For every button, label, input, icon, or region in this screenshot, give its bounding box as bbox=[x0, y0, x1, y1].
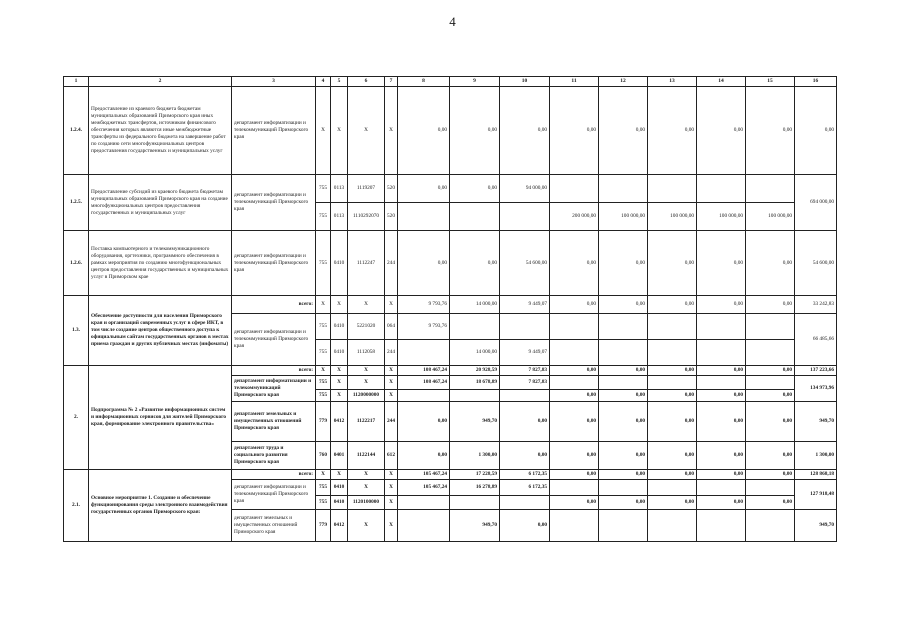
value-cell: 1 300,00 bbox=[450, 442, 500, 470]
value-cell: 108 467,24 bbox=[398, 376, 450, 390]
section-code: 0401 bbox=[331, 442, 348, 470]
value-cell: 0,00 bbox=[746, 390, 795, 402]
total-cell: 949,70 bbox=[795, 510, 837, 542]
expense-code: 612 bbox=[385, 442, 398, 470]
col-header: 3 bbox=[232, 77, 316, 87]
target-code: X bbox=[348, 296, 385, 314]
value-cell: 0,00 bbox=[550, 470, 599, 480]
value-cell: 0,00 bbox=[550, 366, 599, 376]
col-header: 8 bbox=[398, 77, 450, 87]
value-cell: 16 278,89 bbox=[450, 480, 500, 496]
target-code: 1112247 bbox=[348, 231, 385, 296]
value-cell: 0,00 bbox=[500, 442, 550, 470]
value-cell: 0,00 bbox=[697, 496, 746, 510]
value-cell: 0,00 bbox=[697, 442, 746, 470]
expense-code: X bbox=[385, 87, 398, 175]
value-cell: 6 172,35 bbox=[500, 480, 550, 496]
activity-name: Основное мероприятие 1. Создание и обеспечение функционирования среды электронного взаимодействия государственных органов Приморского края: bbox=[89, 470, 232, 542]
activity-name: Поставка компьютерного и телекоммуникационного оборудования, оргтехники, программного обеспечения в рамках мероприятия по созданию многофункциональных центров предоставления государственных и муниципальных услуг в Приморском крае bbox=[89, 231, 232, 296]
row-number: 1.3. bbox=[64, 296, 89, 366]
value-cell: 200 000,00 bbox=[550, 203, 599, 231]
empty-cell bbox=[450, 203, 500, 231]
empty-cell bbox=[648, 480, 697, 496]
value-cell: 0,00 bbox=[648, 402, 697, 442]
empty-cell bbox=[550, 340, 599, 366]
target-code: 1122144 bbox=[348, 442, 385, 470]
value-cell: 0,00 bbox=[599, 496, 648, 510]
gr-code: 779 bbox=[316, 510, 331, 542]
col-header: 2 bbox=[89, 77, 232, 87]
empty-cell bbox=[746, 340, 795, 366]
section-code: 0410 bbox=[331, 340, 348, 366]
col-header: 13 bbox=[648, 77, 697, 87]
empty-cell bbox=[746, 314, 795, 340]
program-table bbox=[63, 76, 837, 542]
total-cell: 694 000,00 bbox=[795, 175, 837, 231]
value-cell: 9 449,07 bbox=[500, 296, 550, 314]
page-number: 4 bbox=[449, 14, 456, 29]
empty-cell bbox=[648, 376, 697, 390]
value-cell: 0,00 bbox=[697, 470, 746, 480]
gr-code: X bbox=[316, 470, 331, 480]
empty-cell bbox=[648, 314, 697, 340]
value-cell: 0,00 bbox=[599, 442, 648, 470]
col-header: 4 bbox=[316, 77, 331, 87]
value-cell: 0,00 bbox=[648, 442, 697, 470]
row-number: 1.2.5. bbox=[64, 175, 89, 231]
value-cell: 9 793,76 bbox=[398, 296, 450, 314]
expense-code: 064 bbox=[385, 314, 398, 340]
empty-cell bbox=[398, 340, 450, 366]
value-cell: 105 467,24 bbox=[398, 480, 450, 496]
expense-code: X bbox=[385, 510, 398, 542]
executor: департамент информатизации и телекоммуникаций Приморского края bbox=[232, 87, 316, 175]
gr-code: 755 bbox=[316, 390, 331, 402]
col-header: 7 bbox=[385, 77, 398, 87]
value-cell: 17 228,59 bbox=[450, 470, 500, 480]
empty-cell bbox=[500, 203, 550, 231]
value-cell: 0,00 bbox=[746, 442, 795, 470]
target-code: X bbox=[348, 480, 385, 496]
gr-code: 760 bbox=[316, 442, 331, 470]
col-header: 16 bbox=[795, 77, 837, 87]
activity-name: Предоставление субсидий из краевого бюджета бюджетам муниципальных образований Приморского края на создание многофункциональных центров предоставления государственных и муниципальных услуг bbox=[89, 175, 232, 231]
section-code: 0410 bbox=[331, 496, 348, 510]
table-row bbox=[64, 231, 837, 296]
expense-code: X bbox=[385, 376, 398, 390]
gr-code: 755 bbox=[316, 376, 331, 390]
empty-cell bbox=[599, 314, 648, 340]
empty-cell bbox=[648, 175, 697, 203]
expense-code: 520 bbox=[385, 175, 398, 203]
empty-cell bbox=[599, 340, 648, 366]
expense-code: X bbox=[385, 296, 398, 314]
value-cell: 0,00 bbox=[746, 402, 795, 442]
executor: департамент информатизации и телекоммуникаций Приморского края bbox=[232, 175, 316, 231]
value-cell: 0,00 bbox=[550, 231, 599, 296]
value-cell: 0,00 bbox=[697, 296, 746, 314]
value-cell: 949,70 bbox=[450, 510, 500, 542]
gr-code: X bbox=[316, 87, 331, 175]
empty-cell bbox=[746, 376, 795, 390]
col-header: 15 bbox=[746, 77, 795, 87]
value-cell: 0,00 bbox=[500, 510, 550, 542]
total-cell: 137 223,66 bbox=[795, 366, 837, 376]
section-code: X bbox=[331, 366, 348, 376]
value-cell: 0,00 bbox=[398, 87, 450, 175]
target-code: 1119207 bbox=[348, 175, 385, 203]
value-cell: 100 000,00 bbox=[648, 203, 697, 231]
empty-cell bbox=[697, 175, 746, 203]
value-cell: 0,00 bbox=[697, 402, 746, 442]
target-code: X bbox=[348, 366, 385, 376]
empty-cell bbox=[599, 510, 648, 542]
gr-code: 755 bbox=[316, 496, 331, 510]
total-cell: 127 918,48 bbox=[795, 480, 837, 510]
total-label: всего: bbox=[232, 470, 316, 480]
value-cell: 100 000,00 bbox=[697, 203, 746, 231]
section-code: X bbox=[331, 376, 348, 390]
empty-cell bbox=[697, 314, 746, 340]
row-number: 2. bbox=[64, 366, 89, 470]
section-code: X bbox=[331, 87, 348, 175]
empty-cell bbox=[648, 510, 697, 542]
value-cell: 0,00 bbox=[550, 390, 599, 402]
expense-code: 520 bbox=[385, 203, 398, 231]
gr-code: 755 bbox=[316, 203, 331, 231]
col-header: 6 bbox=[348, 77, 385, 87]
value-cell: 18 678,89 bbox=[450, 376, 500, 390]
empty-cell bbox=[697, 340, 746, 366]
value-cell: 0,00 bbox=[648, 296, 697, 314]
section-code: 0410 bbox=[331, 480, 348, 496]
empty-cell bbox=[450, 390, 500, 402]
target-code: X bbox=[348, 510, 385, 542]
target-code: 1110292070 bbox=[348, 203, 385, 231]
activity-name: Подпрограмма № 2 «Развитие информационных систем и информационных сервисов для жителей Приморского края, формирование электронного правительства» bbox=[89, 366, 232, 470]
value-cell: 0,00 bbox=[550, 442, 599, 470]
total-cell: 949,70 bbox=[795, 402, 837, 442]
section-code: X bbox=[331, 296, 348, 314]
value-cell: 0,00 bbox=[550, 496, 599, 510]
value-cell: 0,00 bbox=[746, 87, 795, 175]
empty-cell bbox=[599, 175, 648, 203]
target-code: 1120000000 bbox=[348, 390, 385, 402]
expense-code: X bbox=[385, 470, 398, 480]
value-cell: 0,00 bbox=[648, 470, 697, 480]
target-code: X bbox=[348, 376, 385, 390]
value-cell: 94 000,00 bbox=[500, 175, 550, 203]
value-cell: 14 000,00 bbox=[450, 296, 500, 314]
empty-cell bbox=[550, 510, 599, 542]
empty-cell bbox=[398, 203, 450, 231]
value-cell: 9 449,07 bbox=[500, 340, 550, 366]
empty-cell bbox=[500, 314, 550, 340]
value-cell: 0,00 bbox=[746, 296, 795, 314]
value-cell: 0,00 bbox=[599, 87, 648, 175]
empty-cell bbox=[450, 314, 500, 340]
total-cell: 0,00 bbox=[795, 87, 837, 175]
executor: департамент информатизации и телекоммуникаций Приморского края bbox=[232, 480, 316, 510]
value-cell: 0,00 bbox=[697, 87, 746, 175]
value-cell: 108 467,24 bbox=[398, 366, 450, 376]
value-cell: 0,00 bbox=[450, 87, 500, 175]
value-cell: 0,00 bbox=[500, 402, 550, 442]
empty-cell bbox=[450, 496, 500, 510]
target-code: 1120100000 bbox=[348, 496, 385, 510]
value-cell: 0,00 bbox=[599, 470, 648, 480]
executor: департамент земельных и имущественных отношений Приморского края bbox=[232, 402, 316, 442]
section-code: 0412 bbox=[331, 510, 348, 542]
value-cell: 100 000,00 bbox=[746, 203, 795, 231]
expense-code: X bbox=[385, 480, 398, 496]
value-cell: 0,00 bbox=[550, 296, 599, 314]
expense-code: 244 bbox=[385, 402, 398, 442]
executor: департамент информатизации и телекоммуникаций Приморского края bbox=[232, 376, 316, 402]
value-cell: 0,00 bbox=[599, 402, 648, 442]
col-header: 12 bbox=[599, 77, 648, 87]
empty-cell bbox=[697, 376, 746, 390]
executor: департамент труда и социального развития Приморского края bbox=[232, 442, 316, 470]
total-cell: 1 300,00 bbox=[795, 442, 837, 470]
gr-code: 779 bbox=[316, 402, 331, 442]
value-cell: 0,00 bbox=[450, 231, 500, 296]
value-cell: 0,00 bbox=[648, 231, 697, 296]
value-cell: 0,00 bbox=[500, 87, 550, 175]
gr-code: 755 bbox=[316, 340, 331, 366]
expense-code: X bbox=[385, 366, 398, 376]
value-cell: 54 600,00 bbox=[500, 231, 550, 296]
row-number: 2.1. bbox=[64, 470, 89, 542]
table-row bbox=[64, 470, 837, 480]
value-cell: 0,00 bbox=[648, 366, 697, 376]
section-code: 0410 bbox=[331, 314, 348, 340]
empty-cell bbox=[500, 496, 550, 510]
section-code: X bbox=[331, 470, 348, 480]
value-cell: 949,70 bbox=[450, 402, 500, 442]
gr-code: 755 bbox=[316, 314, 331, 340]
expense-code: 244 bbox=[385, 231, 398, 296]
empty-cell bbox=[550, 480, 599, 496]
value-cell: 0,00 bbox=[746, 470, 795, 480]
expense-code: X bbox=[385, 390, 398, 402]
target-code: 1112058 bbox=[348, 340, 385, 366]
empty-cell bbox=[398, 390, 450, 402]
total-cell: 128 868,18 bbox=[795, 470, 837, 480]
section-code: 0113 bbox=[331, 203, 348, 231]
section-code: 0412 bbox=[331, 402, 348, 442]
gr-code: 755 bbox=[316, 231, 331, 296]
value-cell: 0,00 bbox=[746, 496, 795, 510]
value-cell: 0,00 bbox=[746, 231, 795, 296]
target-code: X bbox=[348, 87, 385, 175]
value-cell: 0,00 bbox=[599, 296, 648, 314]
col-header: 9 bbox=[450, 77, 500, 87]
table-row bbox=[64, 366, 837, 376]
value-cell: 0,00 bbox=[550, 402, 599, 442]
empty-cell bbox=[648, 340, 697, 366]
target-code: 5221020 bbox=[348, 314, 385, 340]
empty-cell bbox=[697, 510, 746, 542]
empty-cell bbox=[599, 480, 648, 496]
target-code: X bbox=[348, 470, 385, 480]
executor: департамент земельных и имущественных отношений Приморского края bbox=[232, 510, 316, 542]
gr-code: X bbox=[316, 296, 331, 314]
empty-cell bbox=[697, 480, 746, 496]
expense-code: X bbox=[385, 496, 398, 510]
activity-name: Предоставление из краевого бюджета бюджетам муниципальных образований Приморского края иных межбюджетных трансфертов, источником финансового обеспечения которых являются иные межбюджетные трансферты из федерального бюджета на завершение работ по созданию сети многофункциональных центров предоставления государственных и муниципальных услуг bbox=[89, 87, 232, 175]
header-row bbox=[64, 77, 837, 87]
value-cell: 0,00 bbox=[398, 442, 450, 470]
value-cell: 7 827,83 bbox=[500, 366, 550, 376]
value-cell: 105 467,24 bbox=[398, 470, 450, 480]
empty-cell bbox=[746, 175, 795, 203]
value-cell: 0,00 bbox=[450, 175, 500, 203]
total-cell: 54 600,00 bbox=[795, 231, 837, 296]
col-header: 1 bbox=[64, 77, 89, 87]
row-number: 1.2.4. bbox=[64, 87, 89, 175]
total-cell: 33 242,83 bbox=[795, 296, 837, 314]
total-label: всего: bbox=[232, 366, 316, 376]
col-header: 14 bbox=[697, 77, 746, 87]
value-cell: 0,00 bbox=[697, 231, 746, 296]
table-row bbox=[64, 175, 837, 203]
value-cell: 6 172,35 bbox=[500, 470, 550, 480]
total-cell: 66 485,66 bbox=[795, 314, 837, 366]
activity-name: Обеспечение доступности для населения Приморского края и организаций современных услуг в сфере ИКТ, в том числе создание центров общественного доступа к официальным сайтам государственных органов в местах приема граждан и других публичных местах (инфоматы) bbox=[89, 296, 232, 366]
executor: департамент информатизации и телекоммуникаций Приморского края bbox=[232, 314, 316, 366]
total-label: всего: bbox=[232, 296, 316, 314]
empty-cell bbox=[550, 175, 599, 203]
empty-cell bbox=[550, 376, 599, 390]
value-cell: 0,00 bbox=[648, 496, 697, 510]
empty-cell bbox=[398, 510, 450, 542]
total-cell: 134 973,96 bbox=[795, 376, 837, 402]
executor: департамент информатизации и телекоммуникаций Приморского края bbox=[232, 231, 316, 296]
value-cell: 0,00 bbox=[697, 390, 746, 402]
value-cell: 0,00 bbox=[398, 231, 450, 296]
gr-code: 755 bbox=[316, 480, 331, 496]
section-code: 0410 bbox=[331, 231, 348, 296]
value-cell: 0,00 bbox=[599, 366, 648, 376]
row-number: 1.2.6. bbox=[64, 231, 89, 296]
value-cell: 0,00 bbox=[697, 366, 746, 376]
value-cell: 0,00 bbox=[648, 390, 697, 402]
value-cell: 0,00 bbox=[550, 87, 599, 175]
gr-code: 755 bbox=[316, 175, 331, 203]
value-cell: 100 000,00 bbox=[599, 203, 648, 231]
expense-code: 244 bbox=[385, 340, 398, 366]
section-code: X bbox=[331, 390, 348, 402]
value-cell: 0,00 bbox=[746, 366, 795, 376]
empty-cell bbox=[746, 480, 795, 496]
value-cell: 0,00 bbox=[398, 175, 450, 203]
empty-cell bbox=[500, 390, 550, 402]
table-row bbox=[64, 87, 837, 175]
empty-cell bbox=[550, 314, 599, 340]
target-code: 1122217 bbox=[348, 402, 385, 442]
value-cell: 0,00 bbox=[599, 390, 648, 402]
table-row bbox=[64, 296, 837, 314]
value-cell: 14 000,00 bbox=[450, 340, 500, 366]
empty-cell bbox=[398, 496, 450, 510]
value-cell: 0,00 bbox=[648, 87, 697, 175]
col-header: 11 bbox=[550, 77, 599, 87]
value-cell: 0,00 bbox=[599, 231, 648, 296]
empty-cell bbox=[599, 376, 648, 390]
gr-code: X bbox=[316, 366, 331, 376]
col-header: 5 bbox=[331, 77, 348, 87]
value-cell: 7 827,83 bbox=[500, 376, 550, 390]
value-cell: 20 928,59 bbox=[450, 366, 500, 376]
empty-cell bbox=[746, 510, 795, 542]
value-cell: 0,00 bbox=[398, 402, 450, 442]
value-cell: 9 793,76 bbox=[398, 314, 450, 340]
col-header: 10 bbox=[500, 77, 550, 87]
section-code: 0113 bbox=[331, 175, 348, 203]
